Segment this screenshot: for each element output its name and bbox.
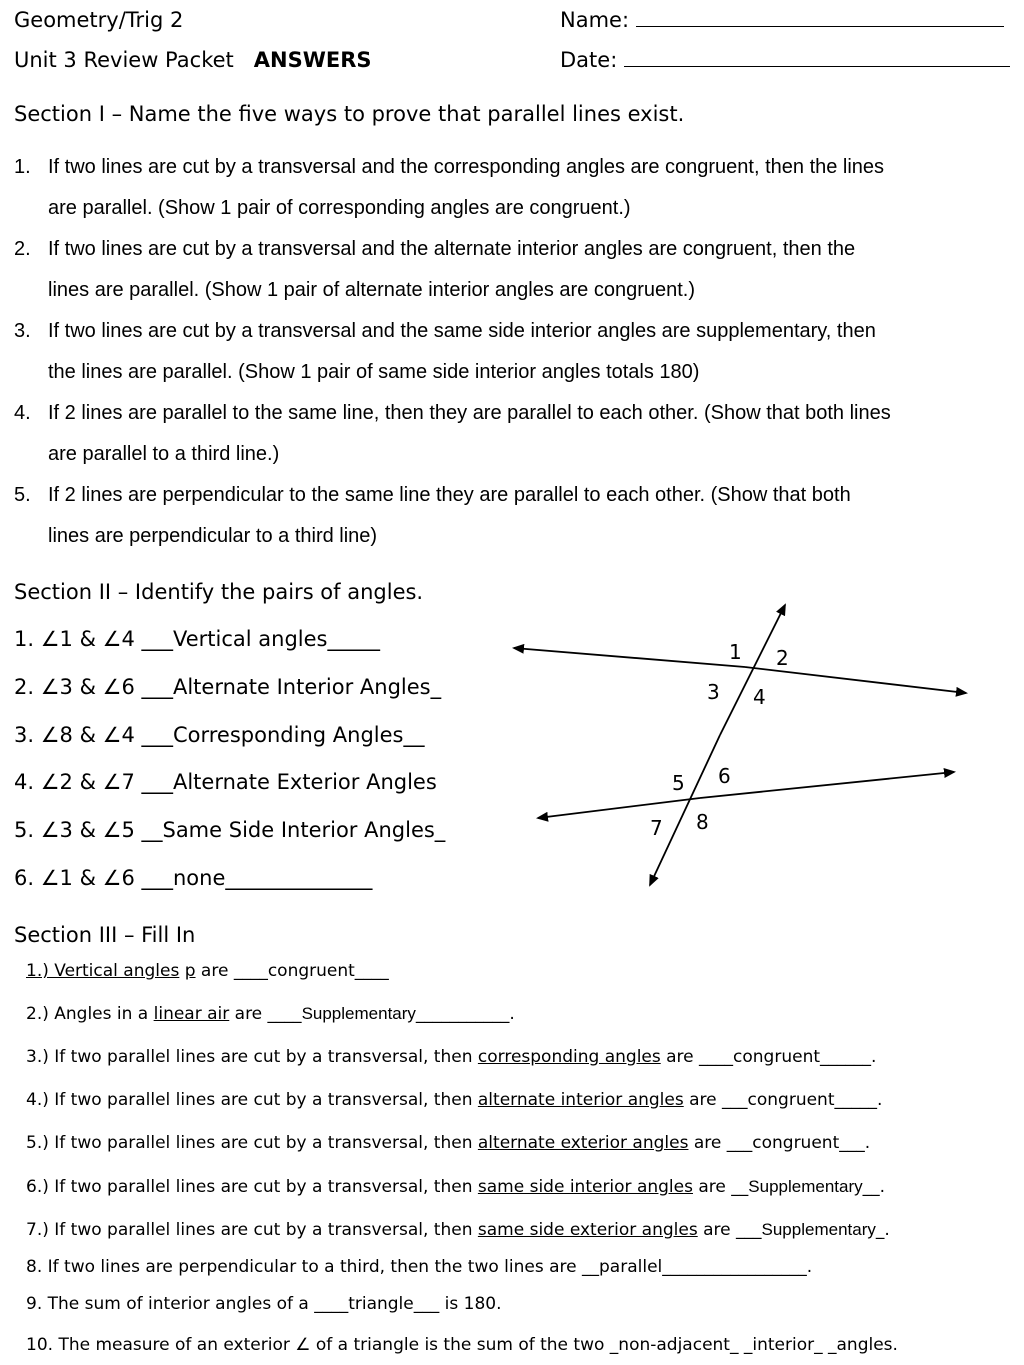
item3-line1: If two lines are cut by a transversal and the same side interior angles are supplementary, then [48,320,876,342]
angle-pair-4: 4. ∠2 & ∠7 ___Alternate Exterior Angles [14,770,437,794]
item4-number: 4. [14,402,31,424]
q5-start: 5.) If two parallel lines are cut by a transversal, then [26,1133,478,1153]
parallel-line-top [514,648,745,667]
q4-start: 4.) If two parallel lines are cut by a transversal, then [26,1090,478,1110]
q6-mid: are __ [692,1177,749,1197]
angle-label-8: 8 [696,810,709,834]
q1-term-p: p [184,961,196,981]
section1-title: Section I – Name the five ways to prove that parallel lines exist. [14,102,685,126]
parallel-line-bottom-right [700,772,954,798]
fill-in-6 [26,1177,885,1197]
section3-title: Section III – Fill In [14,923,196,947]
date-field [560,48,1010,72]
fill-in-4 [26,1090,882,1110]
q3-answer: are ____congruent______. [660,1047,877,1067]
angle-pair-6: 6. ∠1 & ∠6 ___none______________ [14,866,373,890]
item2-number: 2. [14,238,31,260]
angle-label-4: 4 [753,685,766,709]
fill-in-2 [26,1004,515,1024]
item2-line1: If two lines are cut by a transversal and the alternate interior angles are congruent, then the [48,238,856,260]
item3-number: 3. [14,320,31,342]
date-label: Date: [560,48,618,72]
course-title: Geometry/Trig 2 [14,8,184,32]
name-blank [636,26,1004,27]
fill-in-3 [26,1047,876,1067]
q6-term: same side interior angles [477,1177,693,1197]
q3-start: 3.) If two parallel lines are cut by a transversal, then [26,1047,478,1067]
angle-label-7: 7 [650,816,663,840]
q1-term: 1.) Vertical angles [26,961,180,981]
q5-answer: are ___congruent___. [688,1133,871,1153]
section2-title: Section II – Identify the pairs of angles. [14,580,424,604]
q6-end: __. [862,1177,886,1197]
q7-mid: are ___ [697,1220,762,1240]
name-field [560,8,1004,32]
name-label: Name: [560,8,630,32]
q7-end: _. [875,1220,890,1240]
q4-term: alternate interior angles [477,1090,684,1110]
q2-start: 2.) Angles in a [26,1004,154,1024]
fill-in-10: 10. The measure of an exterior ∠ of a triangle is the sum of the two _non-adjacent_ _interior_ _angles. [26,1335,898,1355]
fill-in-1 [26,961,389,981]
fill-in-5 [26,1133,870,1153]
angle-pair-5: 5. ∠3 & ∠5 __Same Side Interior Angles_ [14,818,446,842]
answers-label: ANSWERS [253,48,372,72]
item5-number: 5. [14,484,31,506]
fill-in-8: 8. If two lines are perpendicular to a third, then the two lines are __parallel_________________. [26,1257,813,1277]
angle-pair-2: 2. ∠3 & ∠6 ___Alternate Interior Angles_ [14,675,442,699]
q2-term: linear air [153,1004,230,1024]
angle-label-5: 5 [672,771,685,795]
q2-answer: Supplementary [301,1004,416,1023]
q3-term: corresponding angles [477,1047,661,1067]
parallel-line-top-right [745,667,966,693]
angle-label-2: 2 [776,646,789,670]
angle-pair-1: 1. ∠1 & ∠4 ___Vertical angles_____ [14,627,380,651]
angle-label-1: 1 [729,640,742,664]
item5-line2: lines are perpendicular to a third line) [48,525,378,547]
q7-answer: Supplementary [761,1220,876,1239]
date-blank [624,66,1010,67]
item3-line2: the lines are parallel. (Show 1 pair of same side interior angles totals 180) [48,361,700,383]
angle-pair-3: 3. ∠8 & ∠4 ___Corresponding Angles__ [14,723,425,747]
unit-title [14,48,372,72]
q6-start: 6.) If two parallel lines are cut by a transversal, then [26,1177,478,1197]
q2-mid: are ____ [229,1004,302,1024]
parallel-line-bottom [538,798,700,818]
item1-number: 1. [14,156,31,178]
item4-line1: If 2 lines are parallel to the same line, then they are parallel to each other. (Show that both lines [48,402,891,424]
q1-answer: are ____congruent____ [195,961,389,981]
q6-answer: Supplementary [748,1177,863,1196]
transversal-line-down [650,735,720,885]
angle-label-6: 6 [718,764,731,788]
angle-label-3: 3 [707,680,720,704]
unit-label: Unit 3 Review Packet [14,48,234,72]
item2-line2: lines are parallel. (Show 1 pair of alternate interior angles are congruent.) [48,279,696,301]
fill-in-9: 9. The sum of interior angles of a ____triangle___ is 180. [26,1294,502,1314]
item4-line2: are parallel to a third line.) [48,443,280,465]
q4-answer: are ___congruent_____. [683,1090,883,1110]
q7-start: 7.) If two parallel lines are cut by a transversal, then [26,1220,478,1240]
transversal-diagram [500,595,980,895]
fill-in-7 [26,1220,890,1240]
q7-term: same side exterior angles [477,1220,698,1240]
item1-line1: If two lines are cut by a transversal and the corresponding angles are congruent, then the lines [48,156,885,178]
item5-line1: If 2 lines are perpendicular to the same line they are parallel to each other. (Show that both [48,484,851,506]
item1-line2: are parallel. (Show 1 pair of corresponding angles are congruent.) [48,197,631,219]
q2-end: ___________. [415,1004,515,1024]
q5-term: alternate exterior angles [477,1133,689,1153]
